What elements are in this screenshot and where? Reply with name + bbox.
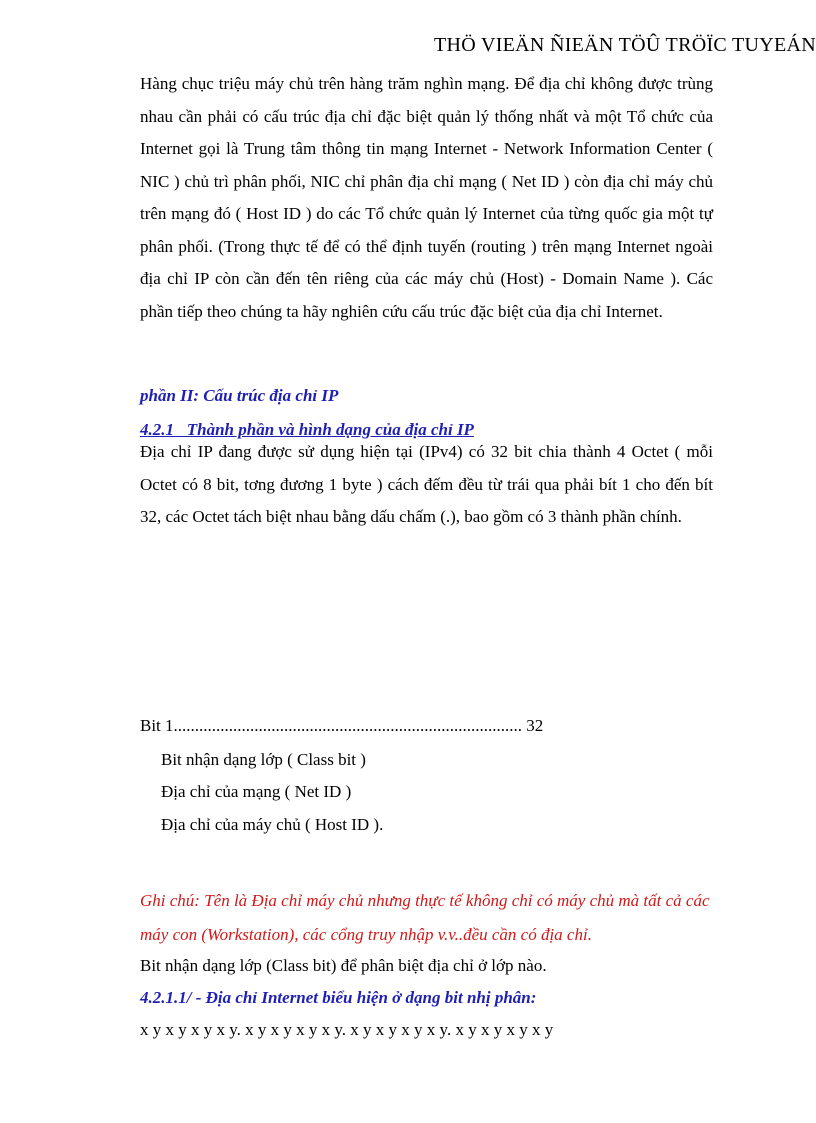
binary-pattern: x y x y x y x y. x y x y x y x y. x y x y x y x y. x y x y x y x y [140, 1020, 554, 1039]
bit-range-line: Bit 1.................................................................................. 32 [140, 716, 544, 735]
intro-paragraph: Hàng chục triệu máy chủ trên hàng trăm nghìn mạng. Để địa chỉ không được trùng nhau cần phải có cấu trúc địa chỉ đặc biệt quản lý thống nhất và một Tổ chức của Internet gọi là Trung tâm thông tin mạng Internet - Network Information Center ( NIC ) chủ trì phân phối, NIC chỉ phân địa chỉ mạng ( Net ID ) còn địa chỉ máy chủ trên mạng đó ( Host ID ) do các Tổ chức quản lý Internet của từng quốc gia một tự phân phối. (Trong thực tế để có thể định tuyến (routing ) trên mạng Internet ngoài địa chỉ IP còn cần đến tên riêng của các máy chủ (Host) - Domain Name ). Các phần tiếp theo chúng ta hãy nghiên cứu cấu trúc đặc biệt của địa chỉ Internet. [140, 74, 713, 321]
component-class-bit: Bit nhận dạng lớp ( Class bit ) [161, 750, 366, 769]
ipv4-paragraph: Địa chỉ IP đang được sử dụng hiện tại (IPv4) có 32 bit chia thành 4 Octet ( mỗi Octet có 8 bit, tơng đương 1 byte ) cách đếm đều từ trái qua phải bít 1 cho đến bít 32, các Octet tách biệt nhau bằng dấu chấm (.), bao gồm có 3 thành phần chính. [140, 442, 713, 526]
class-bit-line: Bit nhận dạng lớp (Class bit) để phân biệt địa chỉ ở lớp nào. [140, 956, 547, 975]
subsection-title[interactable]: 4.2.1 Thành phần và hình dạng của địa chỉ IP [140, 420, 474, 439]
document-header: THÖ VIEÄN ÑIEÄN TÖÛ TRÖÏC TUYEÁN [434, 34, 816, 56]
section-title: phần II: Cấu trúc địa chỉ IP [140, 386, 339, 405]
component-host-id: Địa chỉ của máy chủ ( Host ID ). [161, 815, 384, 834]
binary-heading: 4.2.1.1/ - Địa chỉ Internet biểu hiện ở dạng bit nhị phân: [140, 988, 537, 1007]
note-paragraph: Ghi chú: Tên là Địa chỉ máy chủ nhưng thực tế không chỉ có máy chủ mà tất cả các máy con (Workstation), các cổng truy nhập v.v..đều cần có địa chỉ. [140, 891, 710, 944]
ipv4-paragraph-block [140, 436, 713, 534]
component-net-id: Địa chỉ của mạng ( Net ID ) [161, 782, 352, 801]
intro-paragraph-block [140, 68, 713, 328]
